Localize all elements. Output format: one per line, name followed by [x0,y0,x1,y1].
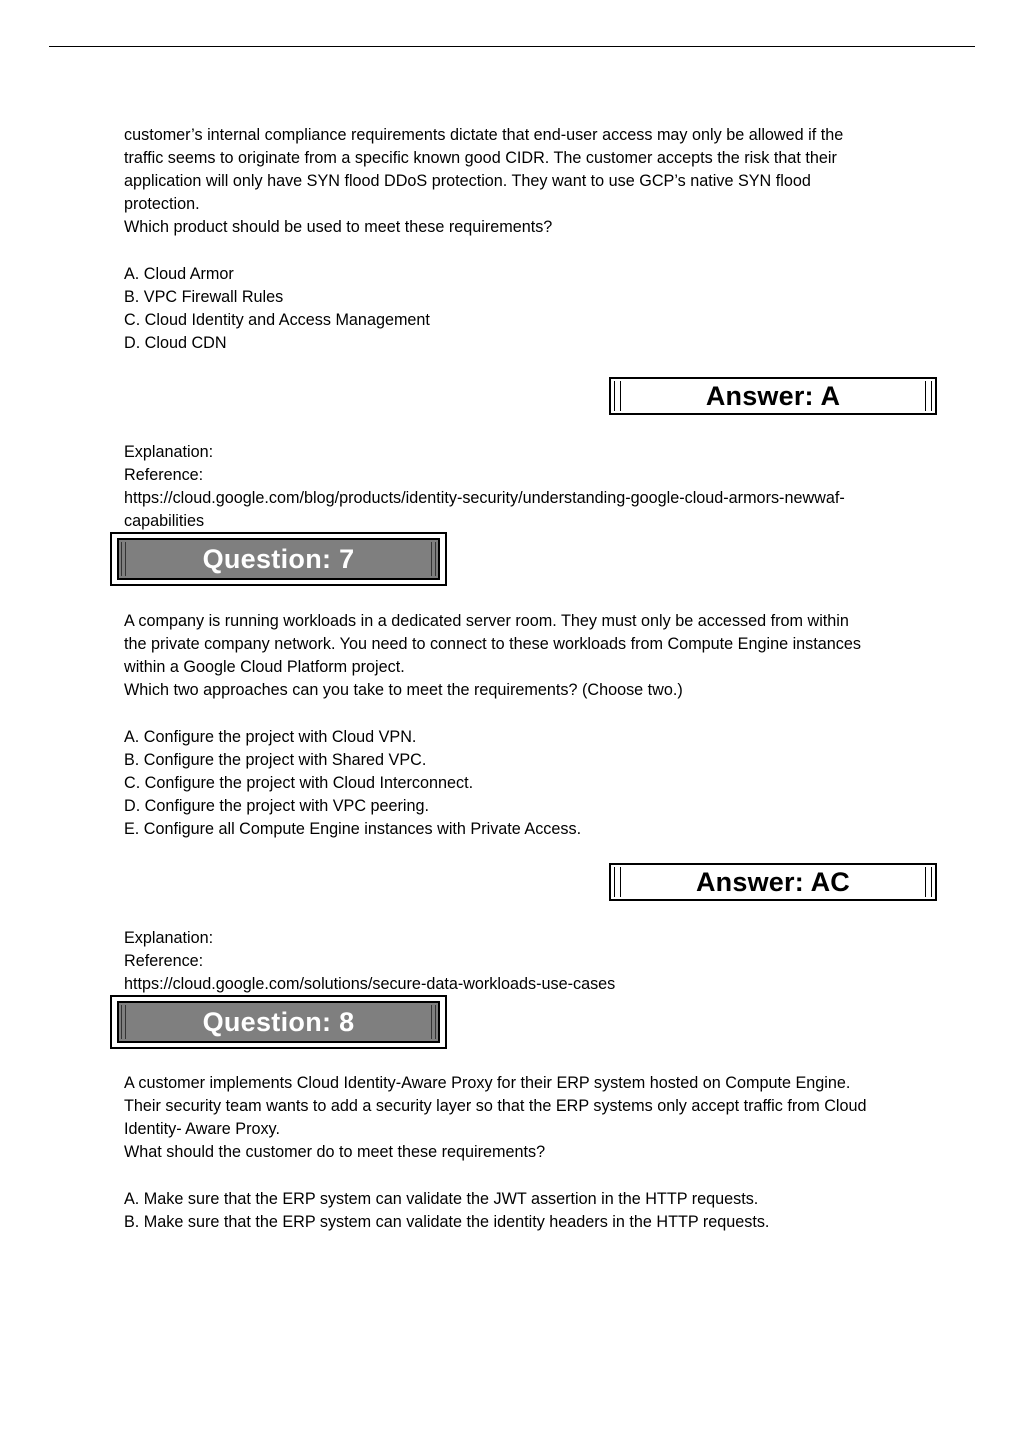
question-text-line: A company is running workloads in a dedicated server room. They must only be accessed from within [124,612,849,630]
reference-label: Reference: [124,466,204,485]
option-b: B. Configure the project with Shared VPC. [124,751,427,770]
option-e: E. Configure all Compute Engine instances with Private Access. [124,820,582,839]
option-a: A. Cloud Armor [124,265,234,283]
question-text-line: customer’s internal compliance requirements dictate that end-user access may only be allowed if the [124,126,844,144]
question-7-header [110,532,447,586]
question-prompt: Which product should be used to meet these requirements? [124,218,553,237]
question-text-line: A customer implements Cloud Identity-Aware Proxy for their ERP system hosted on Compute Engine. [124,1074,851,1092]
question-prompt: Which two approaches can you take to meet the requirements? (Choose two.) [124,681,683,700]
reference-link[interactable]: https://cloud.google.com/blog/products/identity-security/understanding-google-cloud-armors-newwaf- [124,489,845,508]
option-a: A. Configure the project with Cloud VPN. [124,728,417,746]
question-7-title: Question: 7 [117,538,440,580]
answer-box-6: Answer: A [609,377,937,415]
option-c: C. Cloud Identity and Access Management [124,311,430,330]
option-b: B. Make sure that the ERP system can validate the identity headers in the HTTP requests. [124,1213,770,1232]
header-rule [49,46,975,47]
question-text-line: within a Google Cloud Platform project. [124,658,405,677]
option-d: D. Configure the project with VPC peering. [124,797,430,816]
question-text-line: Their security team wants to add a security layer so that the ERP systems only accept traffic from Cloud [124,1097,867,1116]
reference-label: Reference: [124,952,204,971]
question-7-options [124,726,944,841]
question-8-body [124,1072,944,1164]
explanation-7 [124,927,944,996]
explanation-label: Explanation: [124,929,214,947]
explanation-label: Explanation: [124,443,214,461]
question-8-title: Question: 8 [117,1001,440,1043]
option-a: A. Make sure that the ERP system can validate the JWT assertion in the HTTP requests. [124,1190,759,1208]
question-text-line: Identity- Aware Proxy. [124,1120,280,1139]
option-b: B. VPC Firewall Rules [124,288,284,307]
question-text-line: the private company network. You need to connect to these workloads from Compute Engine instances [124,635,861,654]
question-text-line: traffic seems to originate from a specific known good CIDR. The customer accepts the risk that their [124,149,837,168]
reference-link[interactable]: https://cloud.google.com/solutions/secure-data-workloads-use-cases [124,975,616,994]
answer-box-7: Answer: AC [609,863,937,901]
question-6-options [124,263,944,355]
question-6-body [124,124,944,239]
question-prompt: What should the customer do to meet these requirements? [124,1143,546,1162]
explanation-6 [124,441,944,533]
question-7-body [124,610,944,702]
option-c: C. Configure the project with Cloud Interconnect. [124,774,474,793]
reference-link-continued[interactable]: capabilities [124,512,205,531]
question-text-line: protection. [124,195,200,214]
question-8-header [110,995,447,1049]
question-text-line: application will only have SYN flood DDoS protection. They want to use GCP’s native SYN flood [124,172,811,191]
option-d: D. Cloud CDN [124,334,227,353]
question-8-options [124,1188,944,1234]
